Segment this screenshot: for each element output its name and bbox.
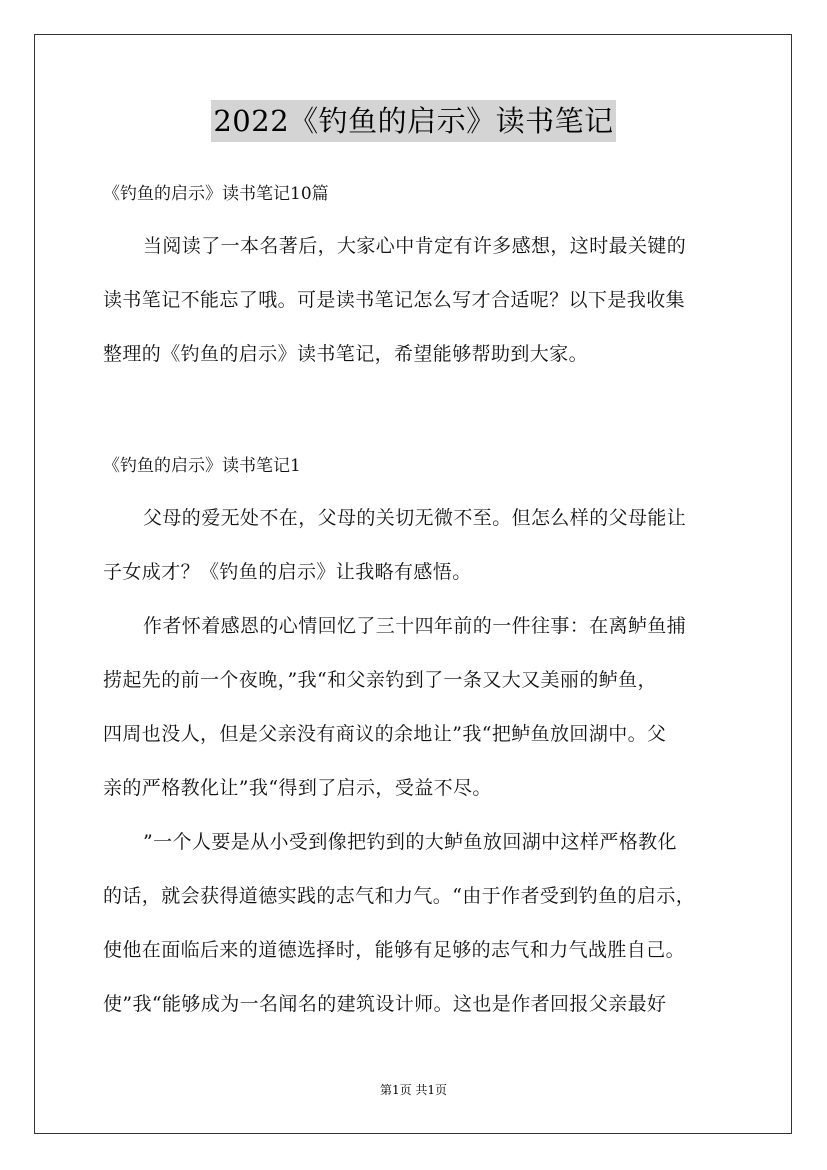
body-line: ”一个人要是从小受到像把钓到的大鲈鱼放回湖中这样严格教化 bbox=[143, 831, 677, 853]
body-line: 使”我“能够成为一名闻名的建筑设计师。这也是作者回报父亲最好 bbox=[103, 993, 667, 1015]
title-container bbox=[0, 100, 827, 142]
body-line: 的话，就会获得道德实践的志气和力气。“由于作者受到钓鱼的启示， bbox=[103, 885, 696, 907]
intro-line: 读书笔记不能忘了哦。可是读书笔记怎么写才合适呢？以下是我收集 bbox=[103, 289, 686, 311]
body-line: 亲的严格教化让”我“得到了启示，受益不尽。 bbox=[103, 777, 492, 799]
page-number-footer: 第1页 共1页 bbox=[379, 1083, 448, 1097]
intro-line: 整理的《钓鱼的启示》读书笔记，希望能够帮助到大家。 bbox=[103, 343, 589, 365]
body-line: 捞起先的前一个夜晚，”我“和父亲钓到了一条又大又美丽的鲈鱼， bbox=[103, 669, 657, 691]
document-title: 2022《钓鱼的启示》读书笔记 bbox=[211, 100, 615, 142]
body-line: 作者怀着感恩的心情回忆了三十四年前的一件往事：在离鲈鱼捕 bbox=[143, 615, 687, 637]
body-line: 四周也没人，但是父亲没有商议的余地让”我“把鲈鱼放回湖中。父 bbox=[103, 723, 667, 745]
body-line: 子女成才？《钓鱼的启示》让我略有感悟。 bbox=[103, 561, 472, 583]
body-line: 父母的爱无处不在，父母的关切无微不至。但怎么样的父母能让 bbox=[143, 507, 687, 529]
document-subtitle: 《钓鱼的启示》读书笔记10篇 bbox=[103, 184, 329, 204]
intro-paragraph bbox=[103, 219, 743, 381]
body-line: 使他在面临后来的道德选择时，能够有足够的志气和力气战胜自己。 bbox=[103, 939, 686, 961]
intro-line: 当阅读了一本名著后，大家心中肯定有许多感想，这时最关键的 bbox=[143, 235, 687, 257]
section-heading: 《钓鱼的启示》读书笔记1 bbox=[103, 456, 301, 476]
body-text bbox=[103, 491, 743, 1031]
